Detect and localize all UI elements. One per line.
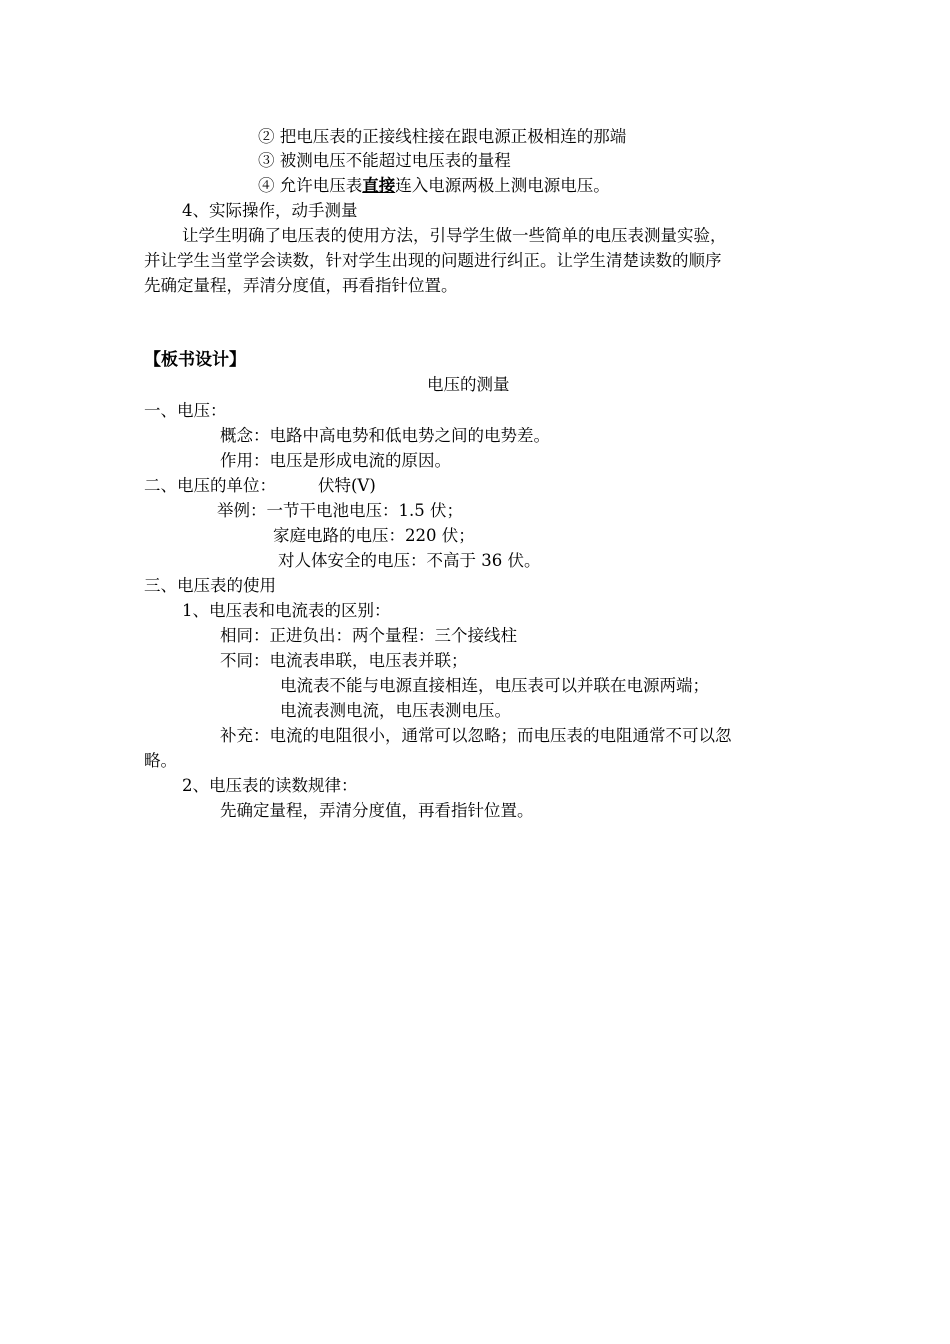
section-3-sub-2: 2、电压表的读数规律： [182,776,358,795]
paragraph-line-2: 并让学生当堂学会读数，针对学生出现的问题进行纠正。让学生清楚读数的顺序 [144,251,722,270]
section-3-title: 三、电压表的使用 [144,576,276,595]
step-item-4-after: 连入电源两极上测电源电压。 [395,176,610,195]
section-2-example-2: 家庭电路的电压：220 伏； [273,526,475,545]
step-item-4 [258,174,610,198]
section-3-diff-1: 不同：电流表串联，电压表并联； [220,651,468,670]
section-3-sub-1: 1、电压表和电流表的区别： [182,601,391,620]
section-2-example-1: 举例：一节干电池电压：1.5 伏； [217,501,463,520]
section-1-effect: 作用：电压是形成电流的原因。 [220,451,451,470]
step-item-3: ③ 被测电压不能超过电压表的量程 [258,151,511,170]
section-3-reading-rule: 先确定量程，弄清分度值，再看指针位置。 [220,801,534,820]
board-title: 电压的测量 [427,375,510,394]
step-item-4-before: ④ 允许电压表 [258,176,363,195]
paragraph-line-1: 让学生明确了电压表的使用方法，引导学生做一些简单的电压表测量实验， [182,226,727,245]
section-3-same: 相同：正进负出：两个量程：三个接线柱 [220,626,517,645]
section-3-supplement-1: 补充：电流的电阻很小，通常可以忽略；而电压表的电阻通常不可以忽 [220,726,732,745]
section-1-title: 一、电压： [144,401,227,420]
section-3-supplement-2: 略。 [144,751,177,770]
step-4-title: 4、实际操作，动手测量 [182,201,358,220]
section-1-concept: 概念：电路中高电势和低电势之间的电势差。 [220,426,550,445]
section-2-example-3: 对人体安全的电压：不高于 36 伏。 [278,551,541,570]
board-design-heading: 【板书设计】 [144,350,246,370]
section-3-diff-3: 电流表测电流，电压表测电压。 [280,701,511,720]
section-2-unit: 伏特(V) [318,476,376,495]
section-3-diff-2: 电流表不能与电源直接相连，电压表可以并联在电源两端； [280,676,709,695]
paragraph-line-3: 先确定量程，弄清分度值，再看指针位置。 [144,276,458,295]
section-2-title: 二、电压的单位： [144,476,276,495]
step-item-4-emphasis: 直接 [362,176,396,195]
step-item-2: ② 把电压表的正接线柱接在跟电源正极相连的那端 [258,127,627,146]
